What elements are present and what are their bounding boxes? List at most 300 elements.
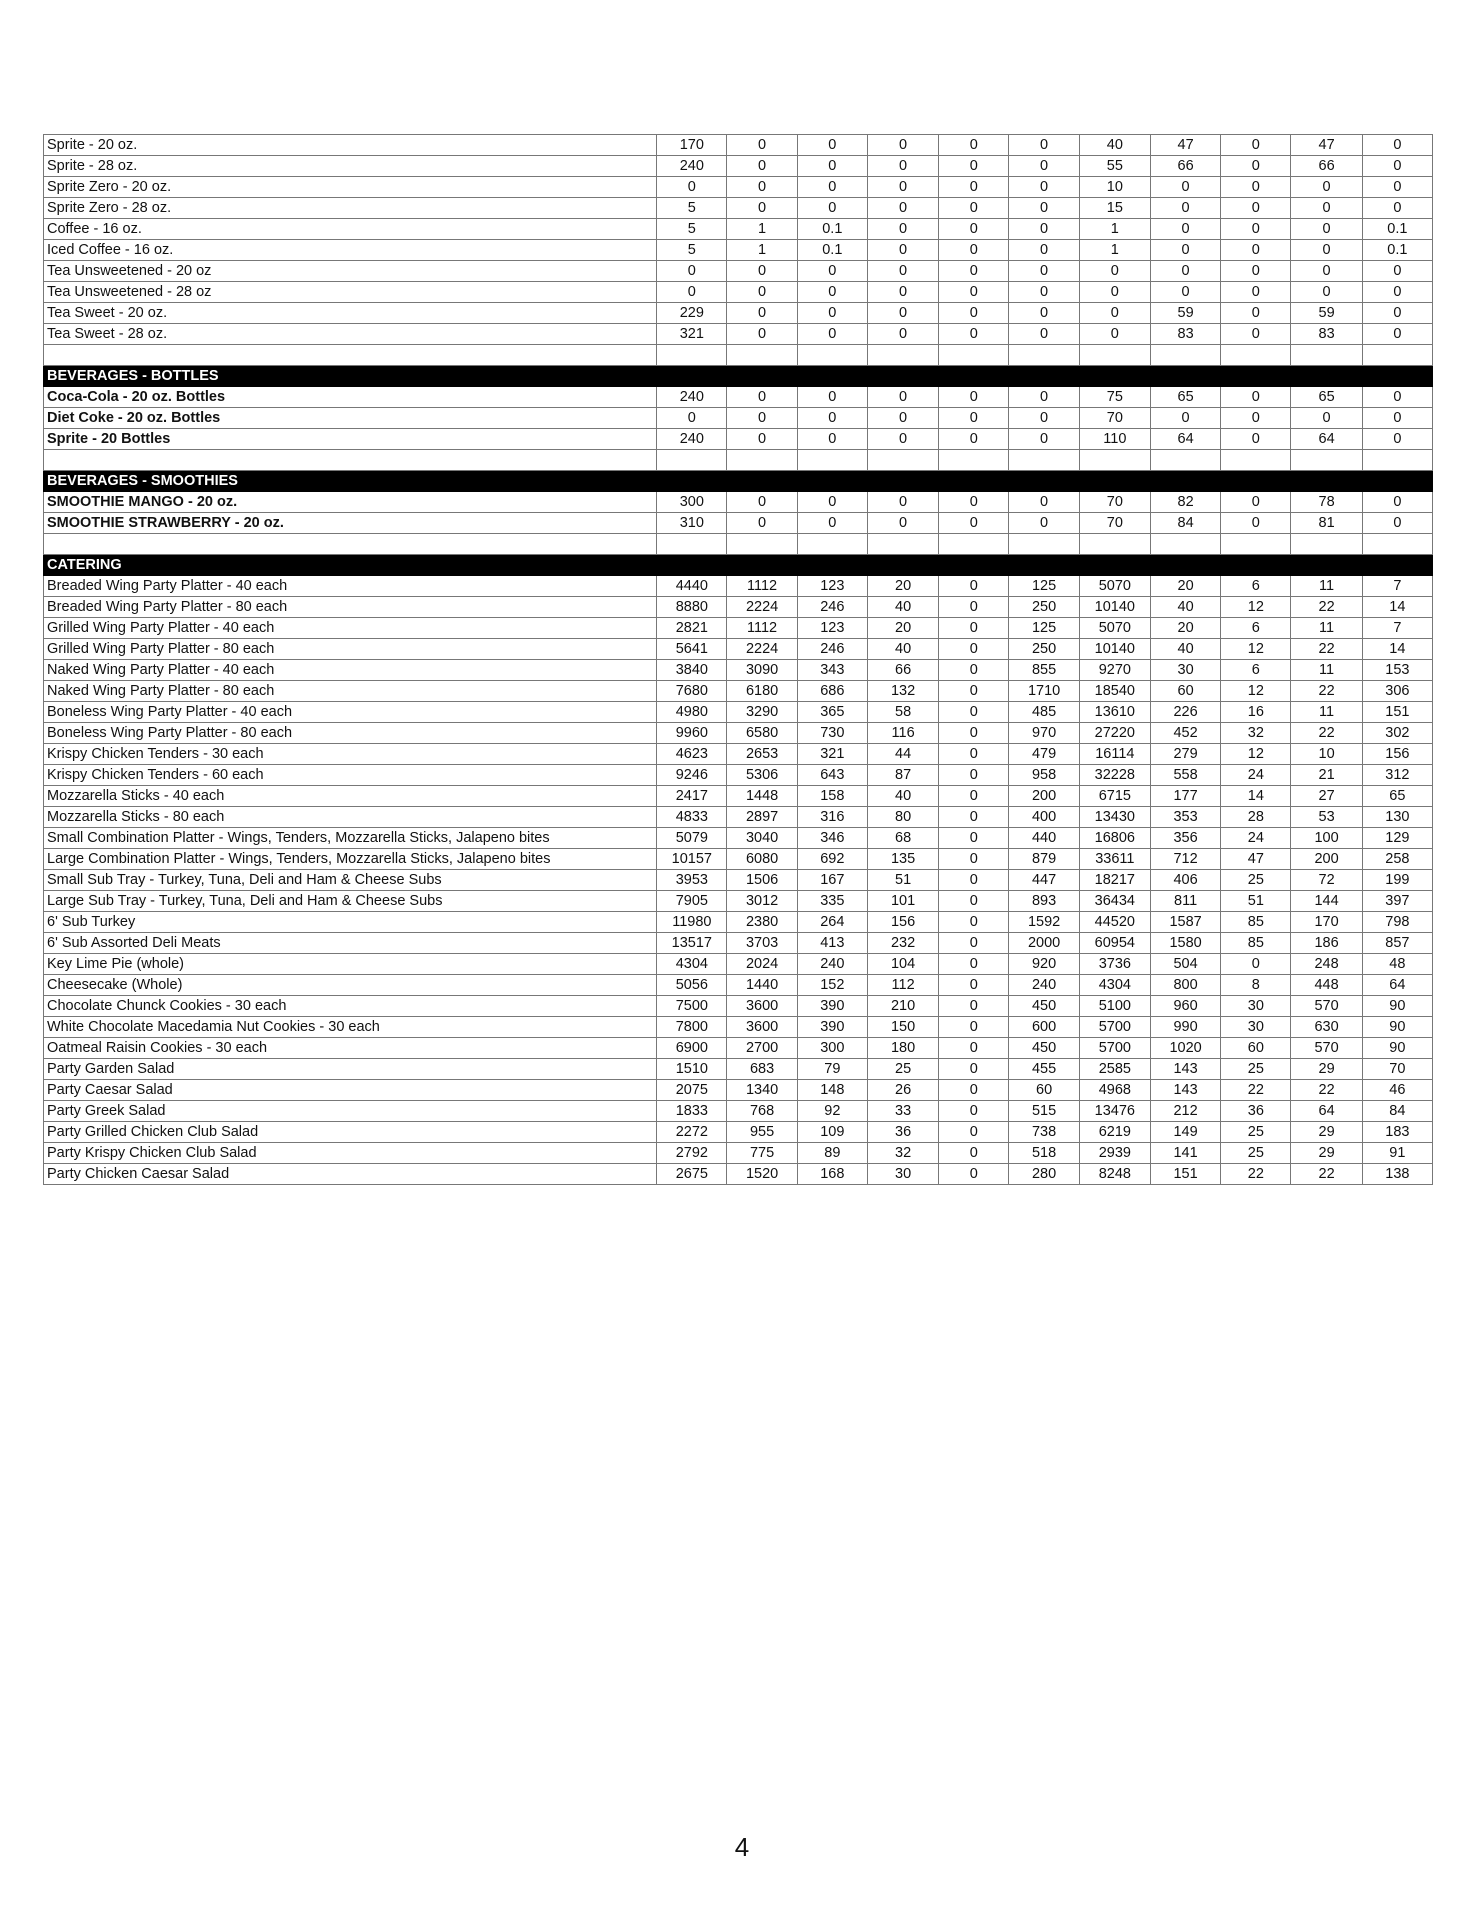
- value-cell: 0: [939, 807, 1009, 828]
- value-cell: 20: [1150, 618, 1220, 639]
- value-cell: 101: [867, 891, 938, 912]
- value-cell: 683: [727, 1059, 797, 1080]
- value-cell: 180: [867, 1038, 938, 1059]
- value-cell: 7680: [657, 681, 727, 702]
- value-cell: 0: [867, 135, 938, 156]
- value-cell: 3736: [1079, 954, 1150, 975]
- value-cell: 2000: [1009, 933, 1079, 954]
- value-cell: 0: [1362, 135, 1432, 156]
- value-cell: 2700: [727, 1038, 797, 1059]
- value-cell: 11: [1291, 660, 1362, 681]
- value-cell: 2653: [727, 744, 797, 765]
- table-row: [44, 1059, 1433, 1080]
- value-cell: 20: [867, 618, 938, 639]
- table-row: [44, 954, 1433, 975]
- value-cell: 68: [867, 828, 938, 849]
- value-cell: 0.1: [797, 240, 867, 261]
- value-cell: 0: [797, 303, 867, 324]
- value-cell: 0: [939, 1080, 1009, 1101]
- empty-cell: [1150, 534, 1220, 555]
- table-row: [44, 261, 1433, 282]
- value-cell: 232: [867, 933, 938, 954]
- value-cell: 3953: [657, 870, 727, 891]
- value-cell: 12: [1221, 639, 1291, 660]
- value-cell: 0: [1221, 282, 1291, 303]
- value-cell: 0: [867, 492, 938, 513]
- value-cell: 955: [727, 1122, 797, 1143]
- value-cell: 0: [1362, 156, 1432, 177]
- value-cell: 0: [797, 429, 867, 450]
- value-cell: 167: [797, 870, 867, 891]
- value-cell: 0: [1221, 177, 1291, 198]
- value-cell: 125: [1009, 618, 1079, 639]
- value-cell: 36: [867, 1122, 938, 1143]
- table-row: [44, 219, 1433, 240]
- value-cell: 300: [797, 1038, 867, 1059]
- section-header: BEVERAGES - BOTTLES: [44, 366, 1433, 387]
- value-cell: 960: [1150, 996, 1220, 1017]
- value-cell: 60: [1009, 1080, 1079, 1101]
- value-cell: 413: [797, 933, 867, 954]
- page-number: 4: [734, 1832, 750, 1862]
- value-cell: 0: [1221, 261, 1291, 282]
- empty-cell: [797, 534, 867, 555]
- value-cell: 11980: [657, 912, 727, 933]
- value-cell: 82: [1150, 492, 1220, 513]
- value-cell: 9270: [1079, 660, 1150, 681]
- value-cell: 10157: [657, 849, 727, 870]
- value-cell: 5700: [1079, 1038, 1150, 1059]
- value-cell: 22: [1221, 1164, 1291, 1185]
- value-cell: 3840: [657, 660, 727, 681]
- value-cell: 248: [1291, 954, 1362, 975]
- value-cell: 798: [1362, 912, 1432, 933]
- value-cell: 0: [939, 870, 1009, 891]
- value-cell: 0: [867, 387, 938, 408]
- value-cell: 0: [939, 303, 1009, 324]
- value-cell: 64: [1362, 975, 1432, 996]
- value-cell: 9246: [657, 765, 727, 786]
- value-cell: 4304: [1079, 975, 1150, 996]
- value-cell: 0: [1291, 282, 1362, 303]
- item-name-cell: Small Combination Platter - Wings, Tenders, Mozzarella Sticks, Jalapeno bites: [44, 828, 657, 849]
- table-row: [44, 912, 1433, 933]
- section-header-row: [44, 366, 1433, 387]
- value-cell: 0: [1009, 303, 1079, 324]
- value-cell: 177: [1150, 786, 1220, 807]
- value-cell: 4440: [657, 576, 727, 597]
- value-cell: 240: [797, 954, 867, 975]
- value-cell: 32: [867, 1143, 938, 1164]
- value-cell: 240: [1009, 975, 1079, 996]
- value-cell: 2075: [657, 1080, 727, 1101]
- value-cell: 66: [867, 660, 938, 681]
- value-cell: 0: [1291, 198, 1362, 219]
- value-cell: 226: [1150, 702, 1220, 723]
- value-cell: 0: [939, 828, 1009, 849]
- item-name-cell: Mozzarella Sticks - 80 each: [44, 807, 657, 828]
- value-cell: 2585: [1079, 1059, 1150, 1080]
- value-cell: 47: [1221, 849, 1291, 870]
- value-cell: 144: [1291, 891, 1362, 912]
- value-cell: 156: [1362, 744, 1432, 765]
- value-cell: 26: [867, 1080, 938, 1101]
- value-cell: 5070: [1079, 576, 1150, 597]
- value-cell: 25: [1221, 1059, 1291, 1080]
- table-row: [44, 1143, 1433, 1164]
- value-cell: 0: [1009, 219, 1079, 240]
- value-cell: 0: [1150, 177, 1220, 198]
- value-cell: 87: [867, 765, 938, 786]
- value-cell: 1: [727, 219, 797, 240]
- value-cell: 6219: [1079, 1122, 1150, 1143]
- value-cell: 25: [1221, 1122, 1291, 1143]
- value-cell: 90: [1362, 1017, 1432, 1038]
- value-cell: 110: [1079, 429, 1150, 450]
- empty-cell: [1291, 450, 1362, 471]
- item-name-cell: Krispy Chicken Tenders - 60 each: [44, 765, 657, 786]
- value-cell: 7500: [657, 996, 727, 1017]
- value-cell: 40: [867, 639, 938, 660]
- value-cell: 2380: [727, 912, 797, 933]
- value-cell: 30: [867, 1164, 938, 1185]
- value-cell: 1592: [1009, 912, 1079, 933]
- value-cell: 2224: [727, 597, 797, 618]
- value-cell: 8248: [1079, 1164, 1150, 1185]
- value-cell: 302: [1362, 723, 1432, 744]
- value-cell: 1448: [727, 786, 797, 807]
- value-cell: 240: [657, 156, 727, 177]
- value-cell: 2417: [657, 786, 727, 807]
- item-name-cell: Diet Coke - 20 oz. Bottles: [44, 408, 657, 429]
- table-row: [44, 744, 1433, 765]
- value-cell: 0: [939, 135, 1009, 156]
- table-row: [44, 618, 1433, 639]
- value-cell: 22: [1221, 1080, 1291, 1101]
- value-cell: 280: [1009, 1164, 1079, 1185]
- value-cell: 0: [1362, 429, 1432, 450]
- value-cell: 6080: [727, 849, 797, 870]
- value-cell: 200: [1009, 786, 1079, 807]
- empty-cell: [1291, 345, 1362, 366]
- value-cell: 12: [1221, 681, 1291, 702]
- value-cell: 0: [1150, 219, 1220, 240]
- value-cell: 0: [939, 261, 1009, 282]
- value-cell: 11: [1291, 618, 1362, 639]
- value-cell: 90: [1362, 996, 1432, 1017]
- value-cell: 33: [867, 1101, 938, 1122]
- section-header-row: [44, 471, 1433, 492]
- value-cell: 25: [1221, 1143, 1291, 1164]
- value-cell: 210: [867, 996, 938, 1017]
- value-cell: 246: [797, 639, 867, 660]
- value-cell: 1580: [1150, 933, 1220, 954]
- value-cell: 400: [1009, 807, 1079, 828]
- value-cell: 10: [1079, 177, 1150, 198]
- value-cell: 0: [1291, 240, 1362, 261]
- value-cell: 0: [1009, 177, 1079, 198]
- value-cell: 0: [867, 513, 938, 534]
- value-cell: 406: [1150, 870, 1220, 891]
- value-cell: 51: [867, 870, 938, 891]
- value-cell: 450: [1009, 996, 1079, 1017]
- value-cell: 40: [1079, 135, 1150, 156]
- value-cell: 250: [1009, 639, 1079, 660]
- value-cell: 8880: [657, 597, 727, 618]
- value-cell: 0: [1221, 408, 1291, 429]
- value-cell: 558: [1150, 765, 1220, 786]
- value-cell: 44: [867, 744, 938, 765]
- empty-cell: [1009, 450, 1079, 471]
- value-cell: 390: [797, 996, 867, 1017]
- item-name-cell: Chocolate Chunck Cookies - 30 each: [44, 996, 657, 1017]
- empty-cell: [1362, 345, 1432, 366]
- item-name-cell: Boneless Wing Party Platter - 80 each: [44, 723, 657, 744]
- value-cell: 0: [867, 324, 938, 345]
- table-row: [44, 429, 1433, 450]
- value-cell: 0: [727, 513, 797, 534]
- table-row: [44, 639, 1433, 660]
- value-cell: 148: [797, 1080, 867, 1101]
- value-cell: 0: [867, 156, 938, 177]
- value-cell: 29: [1291, 1143, 1362, 1164]
- value-cell: 9960: [657, 723, 727, 744]
- value-cell: 65: [1291, 387, 1362, 408]
- empty-cell: [1362, 534, 1432, 555]
- value-cell: 0: [939, 240, 1009, 261]
- value-cell: 30: [1221, 996, 1291, 1017]
- value-cell: 10: [1291, 744, 1362, 765]
- value-cell: 0: [939, 177, 1009, 198]
- value-cell: 450: [1009, 1038, 1079, 1059]
- value-cell: 60: [1221, 1038, 1291, 1059]
- value-cell: 0: [939, 597, 1009, 618]
- value-cell: 0: [1221, 324, 1291, 345]
- value-cell: 0: [727, 429, 797, 450]
- value-cell: 29: [1291, 1122, 1362, 1143]
- value-cell: 0: [1362, 324, 1432, 345]
- value-cell: 0: [1291, 408, 1362, 429]
- value-cell: 0: [1362, 282, 1432, 303]
- value-cell: 2224: [727, 639, 797, 660]
- table-row: [44, 702, 1433, 723]
- value-cell: 0: [1150, 282, 1220, 303]
- value-cell: 29: [1291, 1059, 1362, 1080]
- table-row: [44, 1038, 1433, 1059]
- value-cell: 152: [797, 975, 867, 996]
- value-cell: 149: [1150, 1122, 1220, 1143]
- value-cell: 0: [1362, 177, 1432, 198]
- value-cell: 64: [1150, 429, 1220, 450]
- value-cell: 0: [1362, 513, 1432, 534]
- empty-cell: [939, 345, 1009, 366]
- value-cell: 0: [727, 282, 797, 303]
- value-cell: 89: [797, 1143, 867, 1164]
- value-cell: 153: [1362, 660, 1432, 681]
- table-row: [44, 597, 1433, 618]
- table-row: [44, 1164, 1433, 1185]
- value-cell: 2024: [727, 954, 797, 975]
- value-cell: 60: [1150, 681, 1220, 702]
- item-name-cell: Party Chicken Caesar Salad: [44, 1164, 657, 1185]
- item-name-cell: Tea Unsweetened - 28 oz: [44, 282, 657, 303]
- value-cell: 0: [1009, 324, 1079, 345]
- value-cell: 343: [797, 660, 867, 681]
- value-cell: 390: [797, 1017, 867, 1038]
- item-name-cell: Oatmeal Raisin Cookies - 30 each: [44, 1038, 657, 1059]
- table-row: [44, 891, 1433, 912]
- value-cell: 811: [1150, 891, 1220, 912]
- value-cell: 0: [939, 849, 1009, 870]
- value-cell: 857: [1362, 933, 1432, 954]
- value-cell: 104: [867, 954, 938, 975]
- value-cell: 1112: [727, 618, 797, 639]
- value-cell: 0: [939, 1143, 1009, 1164]
- value-cell: 1587: [1150, 912, 1220, 933]
- value-cell: 53: [1291, 807, 1362, 828]
- value-cell: 643: [797, 765, 867, 786]
- value-cell: 0: [727, 156, 797, 177]
- item-name-cell: Grilled Wing Party Platter - 40 each: [44, 618, 657, 639]
- value-cell: 0: [1362, 261, 1432, 282]
- empty-cell: [1362, 450, 1432, 471]
- value-cell: 6715: [1079, 786, 1150, 807]
- value-cell: 20: [867, 576, 938, 597]
- value-cell: 78: [1291, 492, 1362, 513]
- value-cell: 0: [939, 891, 1009, 912]
- value-cell: 150: [867, 1017, 938, 1038]
- value-cell: 59: [1150, 303, 1220, 324]
- value-cell: 12: [1221, 597, 1291, 618]
- value-cell: 6: [1221, 618, 1291, 639]
- value-cell: 515: [1009, 1101, 1079, 1122]
- value-cell: 138: [1362, 1164, 1432, 1185]
- value-cell: 0: [939, 912, 1009, 933]
- value-cell: 0: [727, 324, 797, 345]
- value-cell: 0: [797, 324, 867, 345]
- value-cell: 5056: [657, 975, 727, 996]
- table-row: [44, 513, 1433, 534]
- value-cell: 970: [1009, 723, 1079, 744]
- value-cell: 0: [1079, 303, 1150, 324]
- value-cell: 452: [1150, 723, 1220, 744]
- value-cell: 1833: [657, 1101, 727, 1122]
- value-cell: 0.1: [797, 219, 867, 240]
- value-cell: 58: [867, 702, 938, 723]
- value-cell: 40: [1150, 597, 1220, 618]
- value-cell: 14: [1362, 597, 1432, 618]
- value-cell: 40: [867, 786, 938, 807]
- value-cell: 0: [867, 261, 938, 282]
- value-cell: 83: [1150, 324, 1220, 345]
- table-row: [44, 765, 1433, 786]
- empty-cell: [939, 450, 1009, 471]
- value-cell: 32: [1221, 723, 1291, 744]
- value-cell: 1710: [1009, 681, 1079, 702]
- item-name-cell: Naked Wing Party Platter - 40 each: [44, 660, 657, 681]
- item-name-cell: SMOOTHIE STRAWBERRY - 20 oz.: [44, 513, 657, 534]
- value-cell: 0: [1221, 135, 1291, 156]
- value-cell: 229: [657, 303, 727, 324]
- value-cell: 15: [1079, 198, 1150, 219]
- value-cell: 321: [797, 744, 867, 765]
- value-cell: 27220: [1079, 723, 1150, 744]
- value-cell: 3290: [727, 702, 797, 723]
- item-name-cell: Sprite - 20 Bottles: [44, 429, 657, 450]
- item-name-cell: Sprite Zero - 28 oz.: [44, 198, 657, 219]
- item-name-cell: Sprite - 28 oz.: [44, 156, 657, 177]
- value-cell: 24: [1221, 765, 1291, 786]
- value-cell: 0: [1221, 513, 1291, 534]
- value-cell: 570: [1291, 1038, 1362, 1059]
- spacer-row: [44, 450, 1433, 471]
- value-cell: 13430: [1079, 807, 1150, 828]
- value-cell: 0: [939, 219, 1009, 240]
- item-name-cell: Breaded Wing Party Platter - 80 each: [44, 597, 657, 618]
- value-cell: 0: [939, 1017, 1009, 1038]
- table-row: [44, 1080, 1433, 1101]
- value-cell: 738: [1009, 1122, 1079, 1143]
- value-cell: 64: [1291, 1101, 1362, 1122]
- value-cell: 46: [1362, 1080, 1432, 1101]
- value-cell: 7905: [657, 891, 727, 912]
- value-cell: 14: [1221, 786, 1291, 807]
- value-cell: 300: [657, 492, 727, 513]
- value-cell: 1440: [727, 975, 797, 996]
- value-cell: 0: [939, 744, 1009, 765]
- value-cell: 51: [1221, 891, 1291, 912]
- value-cell: 2939: [1079, 1143, 1150, 1164]
- value-cell: 40: [1150, 639, 1220, 660]
- value-cell: 0: [727, 135, 797, 156]
- value-cell: 730: [797, 723, 867, 744]
- value-cell: 0: [1009, 408, 1079, 429]
- item-name-cell: White Chocolate Macedamia Nut Cookies - 30 each: [44, 1017, 657, 1038]
- value-cell: 92: [797, 1101, 867, 1122]
- value-cell: 485: [1009, 702, 1079, 723]
- value-cell: 60954: [1079, 933, 1150, 954]
- value-cell: 0: [1009, 156, 1079, 177]
- value-cell: 312: [1362, 765, 1432, 786]
- value-cell: 22: [1291, 597, 1362, 618]
- value-cell: 0: [727, 261, 797, 282]
- value-cell: 10140: [1079, 639, 1150, 660]
- value-cell: 79: [797, 1059, 867, 1080]
- value-cell: 28: [1221, 807, 1291, 828]
- value-cell: 170: [657, 135, 727, 156]
- value-cell: 6900: [657, 1038, 727, 1059]
- value-cell: 479: [1009, 744, 1079, 765]
- table-row: [44, 324, 1433, 345]
- value-cell: 70: [1362, 1059, 1432, 1080]
- empty-cell: [1079, 345, 1150, 366]
- value-cell: 0: [939, 513, 1009, 534]
- value-cell: 0: [1009, 198, 1079, 219]
- value-cell: 0: [1221, 387, 1291, 408]
- value-cell: 2821: [657, 618, 727, 639]
- nutrition-table-body: [44, 135, 1433, 1185]
- value-cell: 5070: [1079, 618, 1150, 639]
- value-cell: 240: [657, 429, 727, 450]
- value-cell: 22: [1291, 723, 1362, 744]
- value-cell: 0: [939, 954, 1009, 975]
- value-cell: 48: [1362, 954, 1432, 975]
- empty-cell: [1079, 450, 1150, 471]
- value-cell: 321: [657, 324, 727, 345]
- empty-cell: [797, 450, 867, 471]
- value-cell: 0: [1150, 198, 1220, 219]
- value-cell: 879: [1009, 849, 1079, 870]
